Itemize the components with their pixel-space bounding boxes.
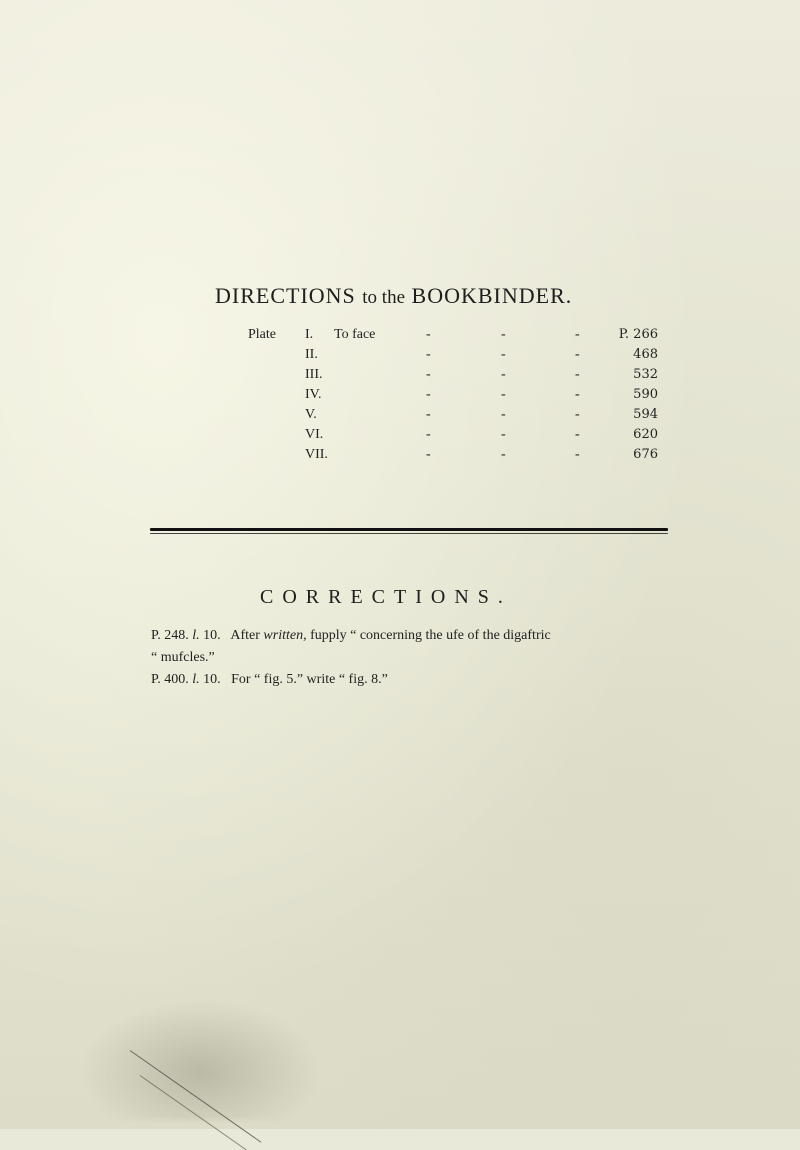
correction-line-2: “ mufcles.” (151, 650, 215, 665)
correction-after: After (230, 628, 260, 643)
dash: - (575, 427, 580, 442)
dash: - (575, 387, 580, 402)
plate-label: Plate (248, 327, 276, 342)
correction-line-num: 10. (203, 628, 221, 643)
dash: - (426, 387, 431, 402)
plate-row (248, 325, 658, 345)
dash: - (501, 367, 506, 382)
plate-row (248, 345, 658, 365)
dash: - (575, 447, 580, 462)
dash: - (426, 367, 431, 382)
dash: - (426, 347, 431, 362)
heading-to-the: to the (362, 287, 406, 308)
page-number: 590 (633, 387, 658, 402)
correction-line-1 (151, 628, 551, 644)
dash: - (575, 347, 580, 362)
correction-line-num: 10. (203, 672, 221, 687)
correction-line-abbrev: l. (192, 628, 200, 643)
correction-written: written, (263, 628, 307, 643)
dash: - (501, 327, 506, 342)
plate-list (248, 325, 658, 465)
page-prefix: P. (618, 327, 630, 342)
divider-rule-thin (150, 533, 668, 534)
page-number: 676 (633, 447, 658, 462)
dash: - (501, 407, 506, 422)
dash: - (575, 407, 580, 422)
dash: - (426, 407, 431, 422)
plate-numeral: IV. (305, 387, 322, 402)
heading-directions: DIRECTIONS (215, 283, 356, 308)
plate-row (248, 385, 658, 405)
plate-numeral: V. (305, 407, 317, 422)
page-number: 532 (633, 367, 658, 382)
correction-line-3 (151, 672, 388, 688)
dash: - (426, 327, 431, 342)
page-number: 620 (633, 427, 658, 442)
directions-heading (215, 283, 572, 309)
page-stain (80, 1000, 320, 1120)
plate-row (248, 405, 658, 425)
plate-row (248, 365, 658, 385)
corrections-heading: CORRECTIONS. (260, 586, 512, 608)
dash: - (501, 387, 506, 402)
page-number: 468 (633, 347, 658, 362)
dash: - (575, 367, 580, 382)
divider-rule (150, 528, 668, 531)
correction-page-ref: P. 248. (151, 628, 189, 643)
plate-numeral: VII. (305, 447, 328, 462)
dash: - (426, 427, 431, 442)
plate-numeral: III. (305, 367, 323, 382)
heading-bookbinder: BOOKBINDER. (411, 283, 573, 308)
correction-text: fupply “ concerning the ufe of the digaftric (310, 628, 551, 643)
plate-row (248, 445, 658, 465)
page-reference (619, 325, 658, 345)
dash: - (426, 447, 431, 462)
plate-numeral: I. (305, 327, 314, 342)
dash: - (575, 327, 580, 342)
to-face-label: To face (334, 327, 376, 342)
plate-row (248, 425, 658, 445)
page-number: 266 (633, 327, 658, 342)
correction-page-ref: P. 400. (151, 672, 189, 687)
dash: - (501, 447, 506, 462)
plate-numeral: II. (305, 347, 318, 362)
dash: - (501, 347, 506, 362)
dash: - (501, 427, 506, 442)
page-number: 594 (633, 407, 658, 422)
correction-line-abbrev: l. (192, 672, 200, 687)
correction-text: For “ fig. 5.” write “ fig. 8.” (231, 672, 388, 687)
plate-numeral: VI. (305, 427, 324, 442)
